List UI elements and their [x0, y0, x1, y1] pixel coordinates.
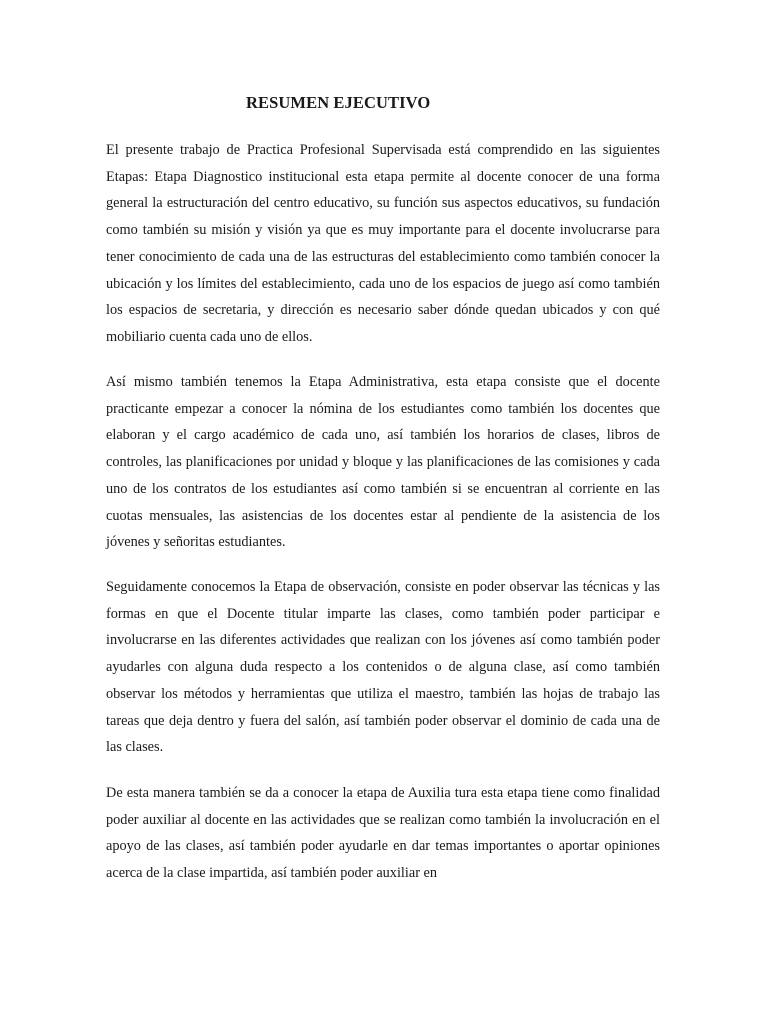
document-title: RESUMEN EJECUTIVO: [246, 93, 431, 112]
paragraph-administrative-stage: Así mismo también tenemos la Etapa Administrativa, esta etapa consiste que el docente practicante empezar a conocer la nómina de los estudiantes como también los docentes que elaboran y el cargo académico de cada uno, así también los horarios de clases, libros de controles, las planificaciones por unidad y bloque y las planificaciones de las comisiones y cada uno de los contratos de los estudiantes así como también si se encuentran al corriente en las cuotas mensuales, las asistencias de los docentes estar al pendiente de la asistencia de los jóvenes y señoritas estudiantes.: [106, 374, 660, 551]
paragraph-diagnostic-stage: El presente trabajo de Practica Profesional Supervisada está comprendido en las siguientes Etapas: Etapa Diagnostico institucional esta etapa permite al docente conocer de una forma general la estructuración del centro educativo, su función sus aspectos educativos, su fundación como también su misión y visión ya que es muy importante para el docente involucrarse para tener conocimiento de cada una de las estructuras del establecimiento como también conocer la ubicación y los límites del establecimiento, cada uno de los espacios de juego así como también los espacios de secretaria, y dirección es necesario saber dónde quedan ubicados y con qué mobiliario cuenta cada uno de ellos.: [106, 142, 660, 345]
paragraph-observation-stage: Seguidamente conocemos la Etapa de observación, consiste en poder observar las técnicas y las formas en que el Docente titular imparte las clases, como también poder participar e involucrarse en las diferentes actividades que realizan con los jóvenes así como también poder ayudarles con alguna duda respecto a los contenidos o de alguna clase, así como también observar los métodos y herramientas que utiliza el maestro, también las hojas de trabajo las tareas que deja dentro y fuera del salón, así también poder observar el dominio de cada una de las clases.: [106, 579, 660, 756]
document-page: [106, 0, 660, 1024]
paragraph-auxiliary-stage: De esta manera también se da a conocer la etapa de Auxilia tura esta etapa tiene como finalidad poder auxiliar al docente en las actividades que se realizan como también la involucración en el apoyo de las clases, así también poder ayudarle en dar temas importantes o aportar opiniones acerca de la clase impartida, así también poder auxiliar en: [106, 785, 660, 882]
